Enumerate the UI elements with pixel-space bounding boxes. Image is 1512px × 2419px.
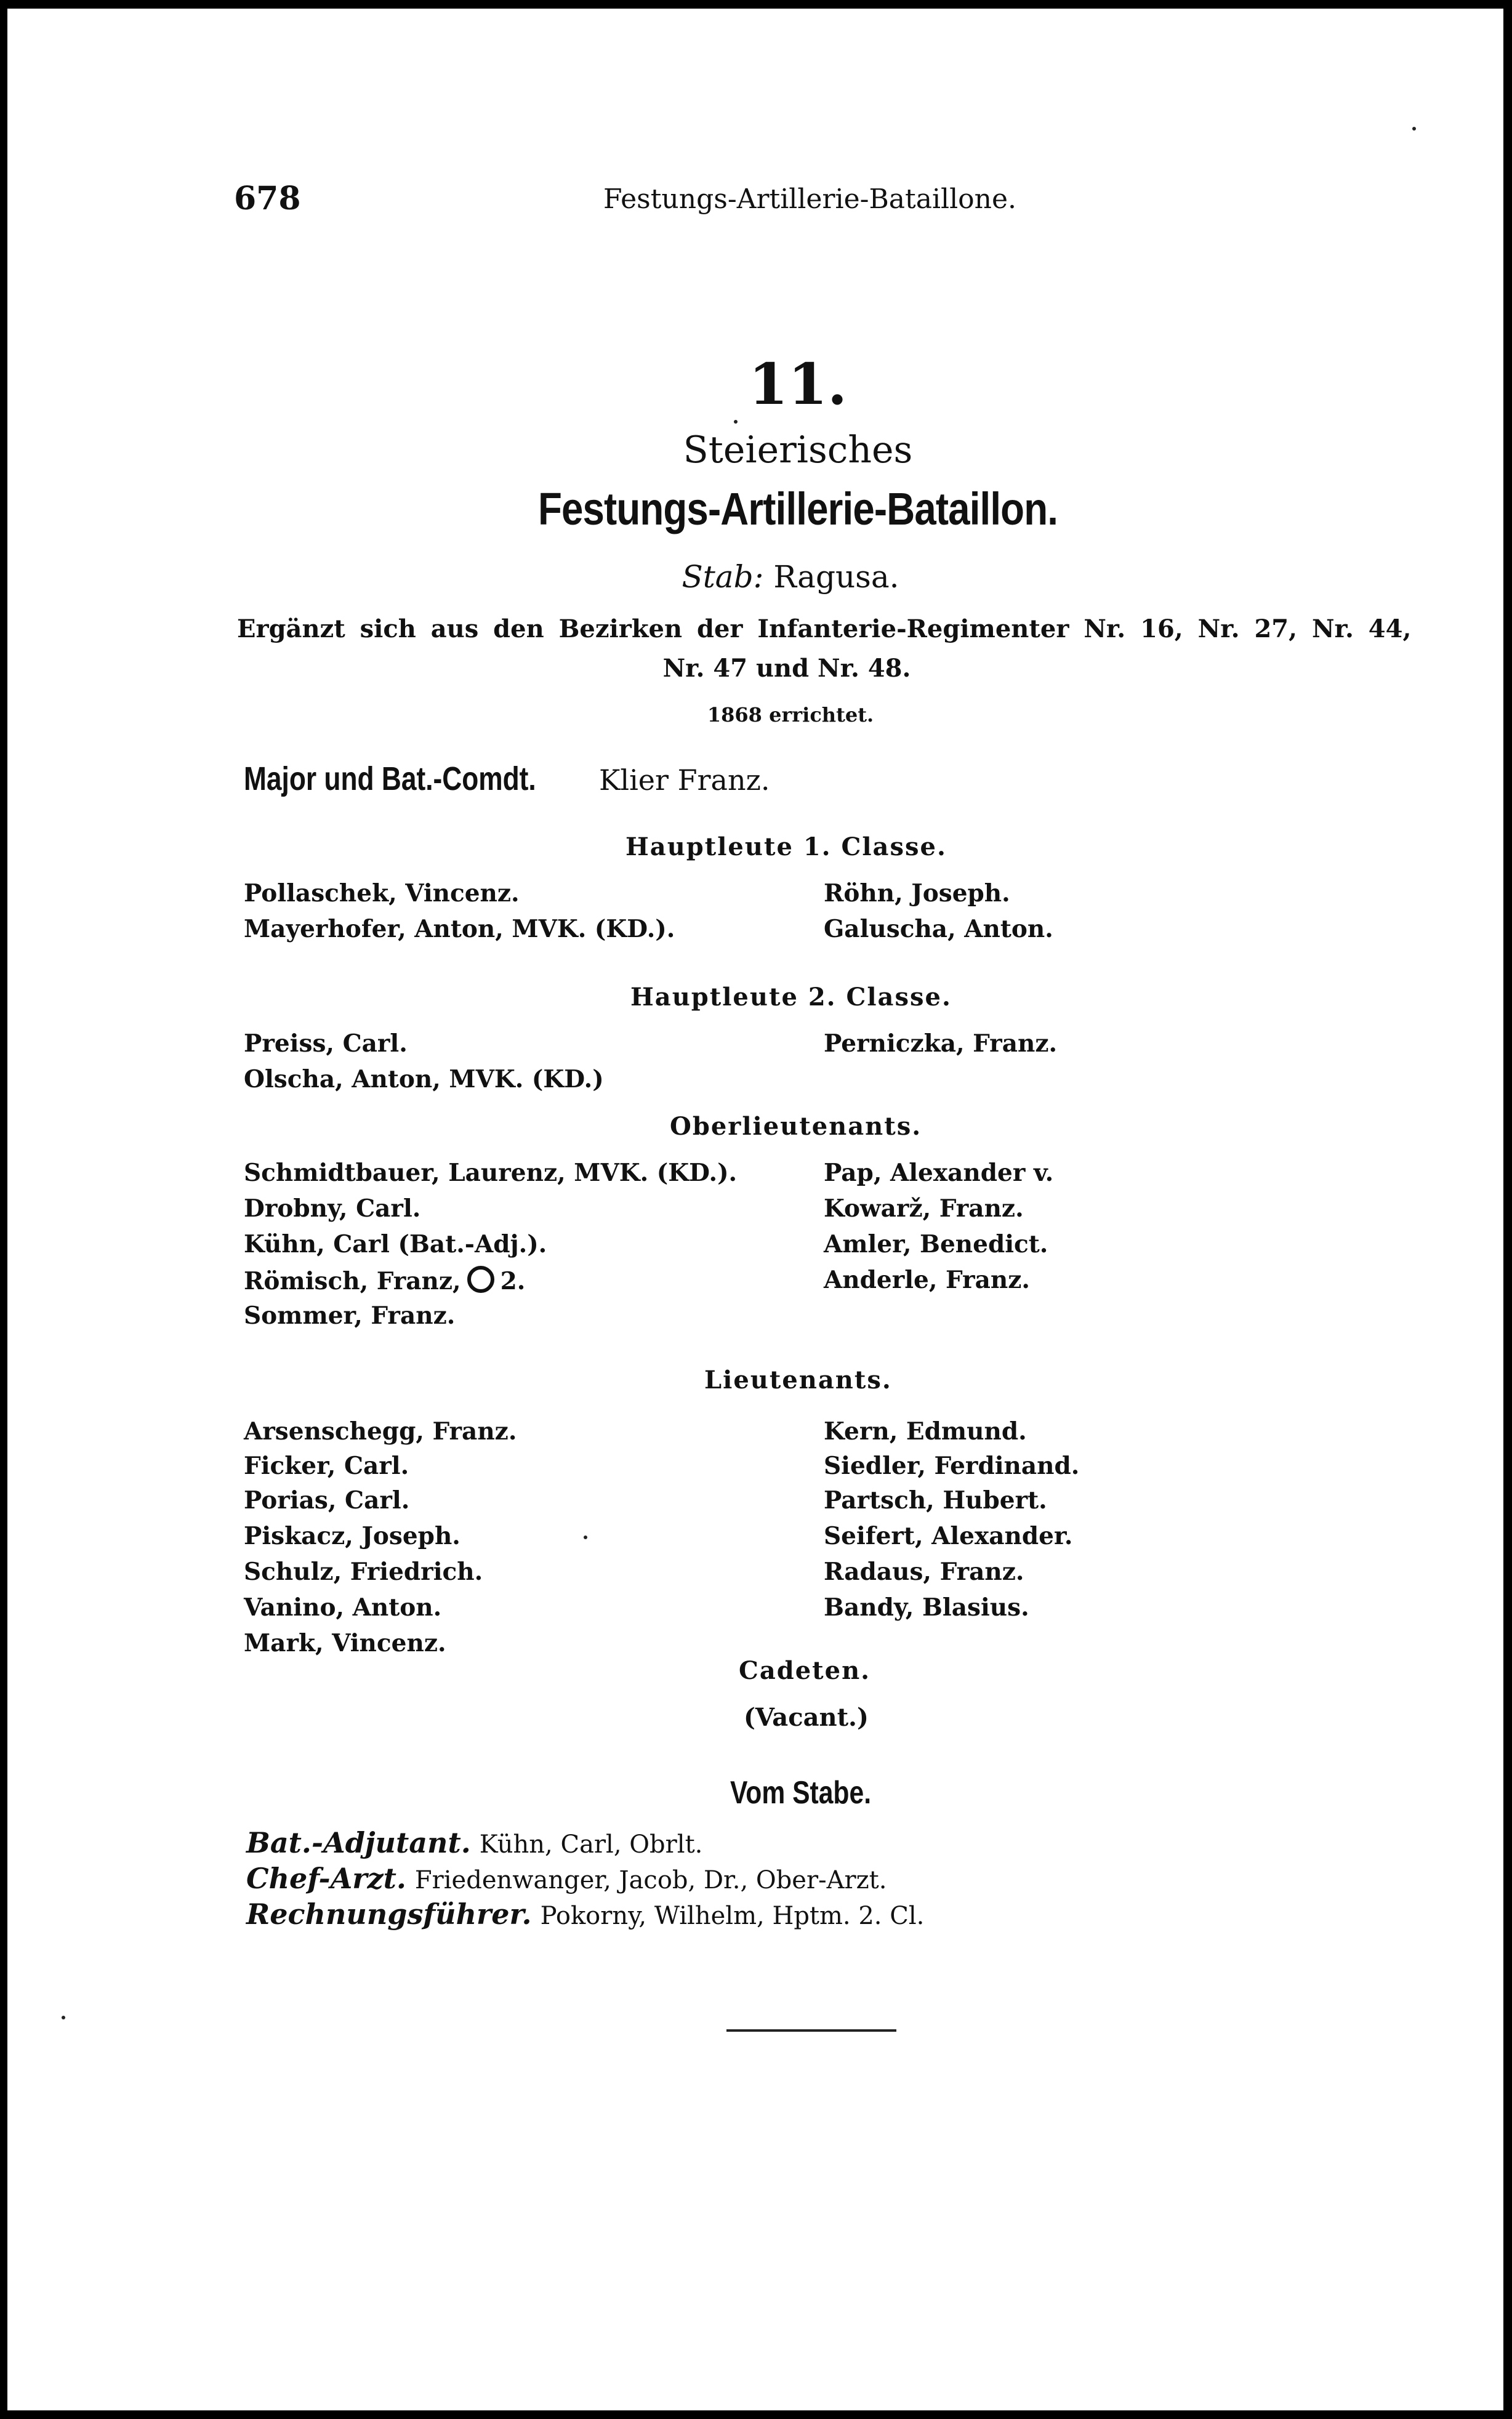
staff-name: Friedenwanger, Jacob, Dr., Ober-Arzt. bbox=[414, 1866, 887, 1894]
list-item-text: Römisch, Franz, bbox=[244, 1267, 461, 1295]
staff-role: Rechnungsführer. bbox=[246, 1898, 532, 1931]
closing-ornament-rule bbox=[726, 2029, 896, 2032]
staff-entry bbox=[246, 1826, 702, 1859]
list-item: Drobny, Carl. bbox=[244, 1194, 421, 1223]
list-item: Seifert, Alexander. bbox=[824, 1522, 1073, 1550]
list-item: Mayerhofer, Anton, MVK. (KD.). bbox=[244, 915, 675, 943]
stab-place: Ragusa. bbox=[773, 559, 899, 595]
heading-hauptleute-1: Hauptleute 1. Classe. bbox=[625, 832, 947, 861]
list-item: Vanino, Anton. bbox=[244, 1593, 442, 1622]
list-item: Röhn, Joseph. bbox=[824, 879, 1010, 908]
heading-hauptleute-2: Hauptleute 2. Classe. bbox=[630, 983, 952, 1012]
staff-name: Pokorny, Wilhelm, Hptm. 2. Cl. bbox=[540, 1902, 925, 1930]
unit-number: 11. bbox=[748, 351, 848, 417]
running-title: Festungs-Artillerie-Bataillone. bbox=[603, 183, 1017, 215]
stab-line bbox=[34, 559, 1512, 595]
heading-oberlieutenants: Oberlieutenants. bbox=[670, 1112, 922, 1141]
list-item: Schulz, Friedrich. bbox=[244, 1558, 483, 1586]
list-item: Radaus, Franz. bbox=[824, 1558, 1024, 1586]
page-number: 678 bbox=[234, 180, 301, 217]
list-item: Olscha, Anton, MVK. (KD.) bbox=[244, 1065, 604, 1093]
list-item: Ficker, Carl. bbox=[244, 1452, 409, 1480]
heading-lieutenants: Lieutenants. bbox=[704, 1366, 892, 1395]
scan-border-top bbox=[0, 0, 1512, 9]
list-item: Mark, Vincenz. bbox=[244, 1629, 446, 1657]
scan-speck bbox=[584, 1536, 587, 1539]
scan-speck bbox=[1412, 127, 1416, 131]
staff-role: Bat.-Adjutant. bbox=[246, 1826, 471, 1859]
errichtet-note: 1868 errichtet. bbox=[707, 703, 874, 727]
stab-label: Stab: bbox=[682, 559, 764, 595]
scan-border-bottom bbox=[0, 2410, 1512, 2419]
list-item: Arsenschegg, Franz. bbox=[244, 1417, 517, 1446]
list-item: Kern, Edmund. bbox=[824, 1417, 1027, 1446]
list-item: Partsch, Hubert. bbox=[824, 1486, 1047, 1515]
list-item: Preiss, Carl. bbox=[244, 1029, 408, 1058]
staff-entry bbox=[246, 1898, 924, 1931]
commander-name: Klier Franz. bbox=[599, 763, 770, 797]
staff-entry bbox=[246, 1862, 887, 1895]
staff-name: Kühn, Carl, Obrlt. bbox=[479, 1830, 703, 1859]
list-item: Siedler, Ferdinand. bbox=[824, 1452, 1080, 1480]
cadeten-vacant: (Vacant.) bbox=[744, 1703, 869, 1732]
list-item: Pap, Alexander v. bbox=[824, 1159, 1054, 1187]
list-item: Pollaschek, Vincenz. bbox=[244, 879, 520, 908]
list-item: Bandy, Blasius. bbox=[824, 1593, 1029, 1622]
commander-rank: Major und Bat.-Comdt. bbox=[244, 760, 536, 797]
scan-speck bbox=[734, 420, 738, 424]
erganzt-line-1: Ergänzt sich aus den Bezirken der Infanterie-Regimenter Nr. 16, Nr. 27, Nr. 44, bbox=[237, 614, 1412, 643]
scan-speck bbox=[62, 2016, 65, 2019]
order-class: 2. bbox=[500, 1267, 526, 1295]
heading-vom-stabe: Vom Stabe. bbox=[730, 1775, 872, 1811]
list-item: Anderle, Franz. bbox=[824, 1266, 1030, 1294]
erganzt-line-2: Nr. 47 und Nr. 48. bbox=[662, 654, 911, 683]
staff-role: Chef-Arzt. bbox=[246, 1862, 406, 1895]
list-item: Amler, Benedict. bbox=[824, 1230, 1048, 1258]
list-item: Schmidtbauer, Laurenz, MVK. (KD.). bbox=[244, 1159, 738, 1187]
list-item: Piskacz, Joseph. bbox=[244, 1522, 460, 1550]
list-item: Sommer, Franz. bbox=[244, 1302, 456, 1330]
scan-border-left bbox=[0, 0, 7, 2419]
list-item: Porias, Carl. bbox=[244, 1486, 410, 1515]
order-circle-icon bbox=[467, 1266, 494, 1293]
list-item bbox=[244, 1266, 525, 1295]
list-item: Kowarž, Franz. bbox=[824, 1194, 1024, 1223]
unit-subtitle: Steierisches bbox=[683, 429, 913, 472]
list-item: Kühn, Carl (Bat.-Adj.). bbox=[244, 1230, 547, 1258]
list-item: Galuscha, Anton. bbox=[824, 915, 1053, 943]
unit-title: Festungs-Artillerie-Bataillon. bbox=[537, 483, 1058, 534]
heading-cadeten: Cadeten. bbox=[739, 1656, 871, 1685]
list-item: Perniczka, Franz. bbox=[824, 1029, 1058, 1058]
